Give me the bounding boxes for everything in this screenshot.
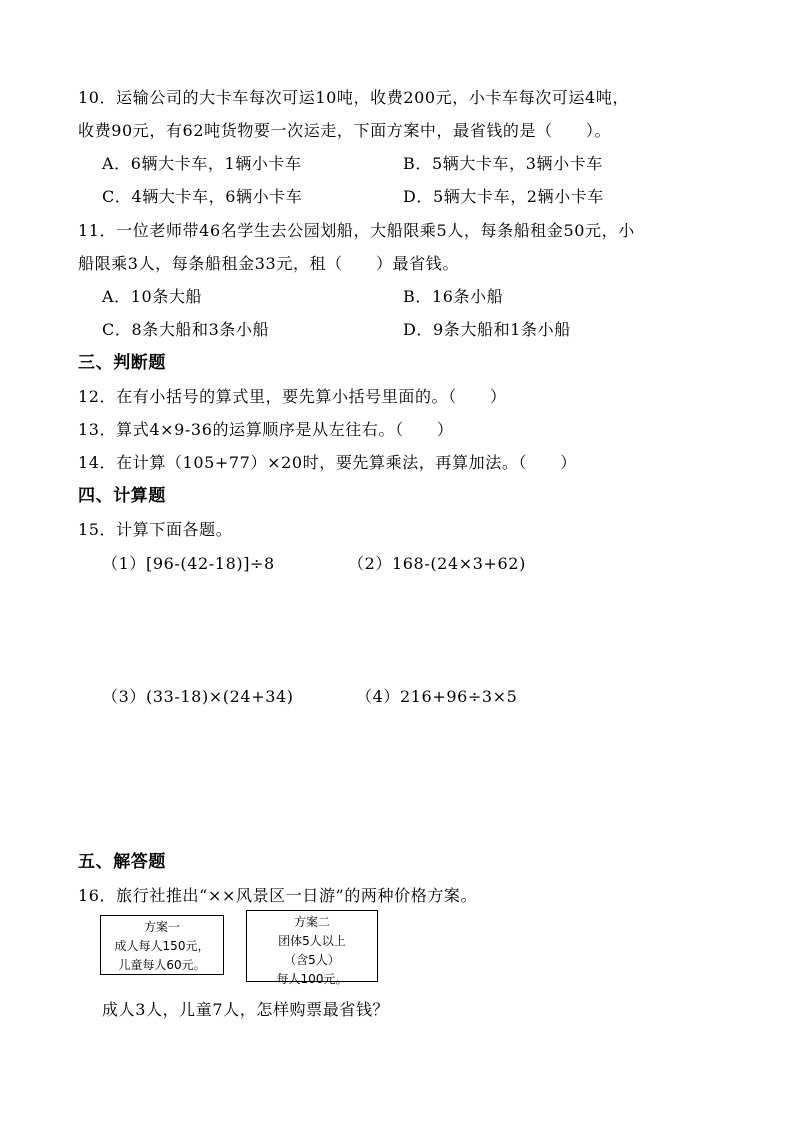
q15-part-2: （2）168-(24×3+62) — [348, 554, 526, 573]
section-true-false-heading: 三、判断题 — [78, 353, 166, 373]
q15-part-4: （4）216+96÷3×5 — [356, 687, 518, 706]
q10-option-a: A．6辆大卡车，1辆小卡车 — [102, 154, 302, 173]
plan-one-child-price: 儿童每人60元。 — [118, 958, 206, 972]
q15-part-3: （3）(33-18)×(24+34) — [102, 687, 294, 706]
q11-option-a: A．10条大船 — [102, 287, 203, 306]
q15-part-1: （1）[96-(42-18)]÷8 — [102, 554, 275, 573]
question-14: 14．在计算（105+77）×20时，要先算乘法，再算加法。（ ） — [78, 453, 577, 472]
q10-stem-line2: 收费90元，有62吨货物要一次运走，下面方案中，最省钱的是（ ）。 — [78, 121, 612, 140]
question-13: 13．算式4×9-36的运算顺序是从左往右。（ ） — [78, 420, 454, 439]
plan-two-title: 方案二 — [293, 915, 330, 929]
question-12: 12．在有小括号的算式里，要先算小括号里面的。（ ） — [78, 387, 507, 406]
q11-option-b: B．16条小船 — [403, 287, 504, 306]
section-word-problems-heading: 五、解答题 — [78, 852, 166, 872]
q10-option-c: C．4辆大卡车，6辆小卡车 — [102, 187, 303, 206]
plan-one-title: 方案一 — [143, 920, 180, 934]
q15-stem: 15．计算下面各题。 — [78, 520, 233, 539]
plan-two-inclusive-note: （含5人） — [284, 953, 340, 967]
q16-question: 成人3人，儿童7人，怎样购票最省钱？ — [102, 1000, 390, 1019]
q11-option-c: C．8条大船和3条小船 — [102, 320, 270, 339]
plan-two-price: 每人100元。 — [276, 972, 348, 986]
q10-option-d: D．5辆大卡车，2辆小卡车 — [403, 187, 604, 206]
q10-stem-line1: 10．运输公司的大卡车每次可运10吨，收费200元，小卡车每次可运4吨， — [78, 88, 630, 107]
q16-stem: 16．旅行社推出“××风景区一日游”的两种价格方案。 — [78, 886, 478, 905]
plan-one-adult-price: 成人每人150元， — [114, 939, 210, 953]
q11-option-d: D．9条大船和1条小船 — [403, 320, 571, 339]
q11-stem-line2: 船限乘3人，每条船租金33元，租（ ）最省钱。 — [78, 254, 459, 273]
plan-two-box — [246, 910, 378, 986]
plan-one-box — [100, 915, 224, 975]
section-calculation-heading: 四、计算题 — [78, 486, 166, 506]
plan-two-group-condition: 团体5人以上 — [278, 934, 346, 948]
q11-stem-line1: 11．一位老师带46名学生去公园划船，大船限乘5人，每条船租金50元，小 — [78, 221, 635, 240]
q10-option-b: B．5辆大卡车，3辆小卡车 — [403, 154, 603, 173]
